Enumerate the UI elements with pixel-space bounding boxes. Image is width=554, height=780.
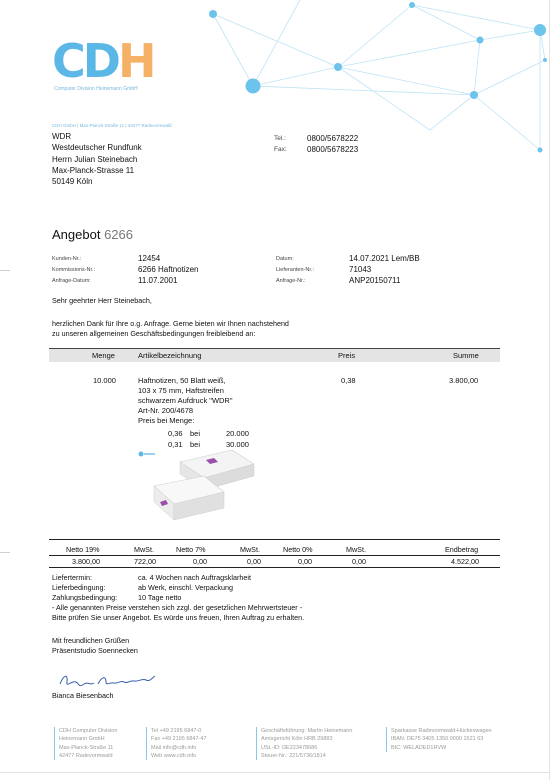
product-image <box>150 450 260 528</box>
footer-line: Amtsgericht Köln HRB 29883 <box>261 736 333 743</box>
scale-bei: bei <box>190 429 201 438</box>
col-summe: Summe <box>453 351 479 360</box>
footer-line: Steuer-Nr.: 221/5736/1814 <box>261 752 326 759</box>
footer-legal <box>256 727 352 760</box>
term-value: ca. 4 Wochen nach Auftragsklarheit <box>138 573 251 582</box>
total-value: 4.522,00 <box>451 557 479 566</box>
note-line: - Alle genannten Preise verstehen sich zzgl. der gesetzlichen Mehrwertsteuer - <box>52 603 303 612</box>
row-description <box>138 376 233 426</box>
term-label: Liefertermin: <box>52 573 92 582</box>
total-value: 0,00 <box>193 557 207 566</box>
logo-subtitle: Computer Division Heinemann GmbH <box>54 86 138 92</box>
signature-name: Bianca Biesenbach <box>52 691 114 700</box>
total-label: MwSt. <box>240 545 260 554</box>
footer-line: Sparkasse Radevormwald-Hückeswagen <box>391 728 492 734</box>
document-title <box>52 227 133 242</box>
contact-labels <box>274 134 287 155</box>
page-edge-bottom <box>0 772 549 773</box>
logo-letter-h: H <box>117 34 154 88</box>
offer-number: 6266 <box>104 227 133 242</box>
footer-bank <box>386 727 492 752</box>
tel-label: Tel.: <box>274 135 286 142</box>
total-value: 0,00 <box>352 557 366 566</box>
fax-label: Fax: <box>274 145 287 153</box>
footer-line: Tel +49 2195 6847-0 <box>151 728 202 734</box>
footer-line: Max-Planck-Straße 11 <box>59 744 114 751</box>
footer-line: Geschäftsführung: Martin Heinemann <box>261 728 353 734</box>
totals-rule-mid <box>49 555 500 556</box>
col-preis: Preis <box>338 351 356 360</box>
recipient-line: WDR <box>52 132 72 141</box>
term-value: 10 Tage netto <box>138 593 182 602</box>
recipient-line: 50149 Köln <box>52 177 93 187</box>
total-value: 3.800,00 <box>72 557 100 566</box>
scale-qty: 30.000 <box>226 440 249 449</box>
row-summe: 3.800,00 <box>449 376 479 385</box>
total-value: 722,00 <box>134 557 156 566</box>
closing <box>52 636 138 656</box>
datum-label: Datum: <box>276 256 294 262</box>
term-value: ab Werk, einschl. Verpackung <box>138 583 233 592</box>
desc-line: Art-Nr. 200/4678 <box>138 406 194 415</box>
anfragedatum-label: Anfrage-Datum: <box>52 278 91 284</box>
totals-rule-bottom <box>49 567 500 568</box>
kommission-label: Kommissions-Nr.: <box>52 267 96 273</box>
note-line: Bitte prüfen Sie unser Angebot. Es würde uns freuen, Ihren Auftrag zu erhalten. <box>52 613 305 622</box>
total-label: Netto 19% <box>66 545 100 554</box>
footer-line: IBAN: DE75 3405 1350 0000 1521 63 <box>391 736 484 743</box>
salutation: Sehr geehrter Herr Steinebach, <box>52 296 152 305</box>
contact-values <box>307 134 358 155</box>
row-menge: 10.000 <box>93 376 116 385</box>
total-label: MwSt. <box>134 545 154 554</box>
fold-mark <box>0 552 10 553</box>
total-label: Endbetrag <box>445 545 479 554</box>
total-label: Netto 7% <box>176 545 206 554</box>
intro-line: herzlichen Dank für Ihre o.g. Anfrage. Gerne bieten wir Ihnen nachstehend <box>52 319 289 328</box>
footer-address <box>54 727 117 760</box>
notes <box>52 603 304 623</box>
total-label: Netto 0% <box>283 545 313 554</box>
col-menge: Menge <box>92 351 115 360</box>
scale-bei: bei <box>190 440 201 449</box>
fax-value: 0800/5678223 <box>307 144 359 154</box>
desc-line: 103 x 75 mm, Haftstreifen <box>138 386 224 395</box>
table-header <box>49 348 500 362</box>
recipient-line: Westdeutscher Rundfunk <box>52 143 142 153</box>
col-artikel: Artikelbezeichnung <box>138 351 202 360</box>
desc-line: Preis bei Menge: <box>138 416 195 425</box>
footer-line: Heinemann GmbH <box>59 736 105 743</box>
anfragenr-value: ANP20150711 <box>349 276 401 285</box>
anfragenr-label: Anfrage-Nr.: <box>276 278 306 284</box>
intro-text <box>52 319 289 339</box>
footer-line: BIC: WELADED1RVW <box>391 744 447 751</box>
footer-line: CDH Computer Division <box>59 728 118 734</box>
footer-line: Fax +49 2195 6847-47 <box>151 736 207 743</box>
handwritten-signature <box>58 670 158 692</box>
lieferanten-value: 71043 <box>349 265 372 274</box>
scale-qty: 20.000 <box>226 429 249 438</box>
title-label: Angebot <box>52 227 101 242</box>
datum-value: 14.07.2021 Lem/BB <box>349 254 420 263</box>
logo-letter-d: D <box>82 34 118 88</box>
fold-mark <box>0 270 10 271</box>
term-label: Zahlungsbedingung: <box>52 593 118 602</box>
footer-line: 42477 Radevormwald <box>59 752 113 759</box>
desc-line: schwarzem Aufdruck "WDR" <box>138 396 233 405</box>
kunden-value: 12454 <box>138 254 161 263</box>
closing-line: Präsentstudio Soennecken <box>52 646 138 655</box>
recipient-line: Max-Planck-Strasse 11 <box>52 165 135 175</box>
kommission-value: 6266 Haftnotizen <box>138 265 199 274</box>
totals-rule-top <box>49 539 500 540</box>
footer-line: Web www.cdh.info <box>151 752 197 759</box>
kunden-label: Kunden-Nr.: <box>52 256 82 262</box>
recipient-address <box>52 131 142 187</box>
row-preis: 0,38 <box>341 376 356 385</box>
recipient-line: Herrn Julian Steinebach <box>52 154 138 164</box>
logo-letter-c: C <box>52 34 83 88</box>
scale-price: 0,36 <box>168 429 183 438</box>
desc-line: Haftnotizen, 50 Blatt weiß, <box>138 376 226 385</box>
total-value: 0,00 <box>247 557 261 566</box>
footer-line: USt.-ID: DE223478686 <box>261 744 318 751</box>
scale-price: 0,31 <box>168 440 183 449</box>
company-logo <box>52 34 154 88</box>
total-label: MwSt. <box>346 545 366 554</box>
footer-contact <box>146 727 207 760</box>
term-label: Lieferbedingung: <box>52 583 106 592</box>
intro-line: zu unseren allgemeinen Geschäftsbedingungen freibleibend an: <box>52 329 256 338</box>
lieferanten-label: Lieferanten-Nr.: <box>276 267 314 273</box>
anfragedatum-value: 11.07.2001 <box>138 276 178 285</box>
footer-line: Mail info@cdh.info <box>151 744 197 751</box>
sender-line: CDH GmbH | Max-Planck-Straße 11 | 42477 Radevormwald <box>52 123 172 128</box>
total-value: 0,00 <box>298 557 312 566</box>
tel-value: 0800/5678222 <box>307 134 359 143</box>
closing-line: Mit freundlichen Grüßen <box>52 636 130 645</box>
